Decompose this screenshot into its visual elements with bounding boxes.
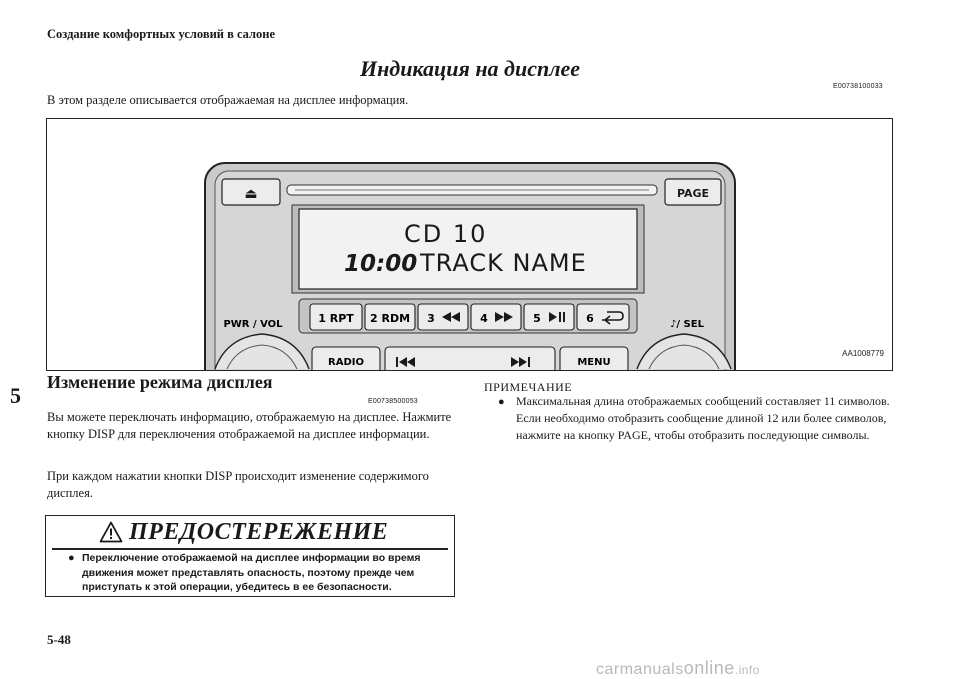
eject-icon: ⏏ — [244, 186, 258, 202]
section-paragraph-2: При каждом нажатии кнопки DISP происходит изменение содержимого дисплея. — [47, 469, 429, 500]
section-reference-code: E00738500053 — [368, 398, 418, 405]
watermark-tld: .info — [734, 663, 760, 677]
page-button-label: PAGE — [676, 187, 710, 200]
title-reference-code: E00738100033 — [833, 83, 883, 90]
warning-header — [46, 516, 454, 548]
figure-code: AA1008779 — [842, 349, 884, 358]
running-header: Создание комфортных условий в салоне — [47, 27, 276, 41]
page-title: Индикация на дисплее — [359, 56, 581, 81]
chapter-tab: 5 — [10, 383, 21, 408]
warning-title: ПРЕДОСТЕРЕЖЕНИЕ — [129, 519, 389, 545]
display-clock: 10:00 — [344, 251, 418, 277]
section-paragraph-1: Вы можете переключать информацию, отображаемую на дисплее. Нажмите кнопку DISP для переключения отображаемой на дисплее информации. — [47, 410, 452, 441]
warning-box — [45, 515, 455, 597]
preset-6-label: 6 — [586, 312, 594, 325]
pwr-vol-label: PWR / VOL — [223, 319, 283, 330]
display-track-name: TRACK NAME — [420, 249, 587, 277]
radio-display-figure — [46, 118, 893, 371]
note-label: ПРИМЕЧАНИЕ — [484, 380, 573, 394]
preset-4-label: 4 — [480, 312, 488, 325]
intro-text: В этом разделе описывается отображаемая на дисплее информация. — [47, 93, 409, 107]
page-number: 5-48 — [47, 632, 71, 647]
warning-bullet-icon: ● — [68, 552, 75, 564]
radio-button-label: RADIO — [328, 357, 364, 368]
section-heading: Изменение режима дисплея — [47, 372, 273, 392]
watermark — [596, 658, 760, 679]
note-text: Максимальная длина отображаемых сообщений составляет 11 символов. Если необходимо отобразить сообщение длиной 12 или более символов, нажмите на кнопку PAGE, чтобы отобразить последующие символы. — [516, 394, 890, 442]
preset-1-label: 1 RPT — [318, 312, 354, 325]
preset-5-label: 5 — [533, 312, 541, 325]
preset-3-label: 3 — [427, 312, 435, 325]
preset-2-label: 2 RDM — [369, 312, 411, 325]
warning-text: Переключение отображаемой на дисплее информации во время движения может представлять опасность, поэтому прежде чем приступать к этой операции, убедитесь в ее безопасности. — [82, 552, 421, 593]
radio-head-unit-illustration — [47, 119, 892, 370]
display-line-1: CD 10 — [404, 220, 488, 248]
sel-label: ♪/ SEL — [670, 319, 704, 330]
watermark-prefix: carmanuals — [596, 661, 684, 678]
watermark-domain: online — [683, 658, 735, 678]
preset-6-button — [577, 304, 629, 330]
warning-divider — [52, 548, 448, 550]
menu-button-label: MENU — [577, 357, 611, 368]
warning-triangle-icon — [99, 521, 123, 543]
note-bullet-icon: ● — [498, 396, 505, 408]
